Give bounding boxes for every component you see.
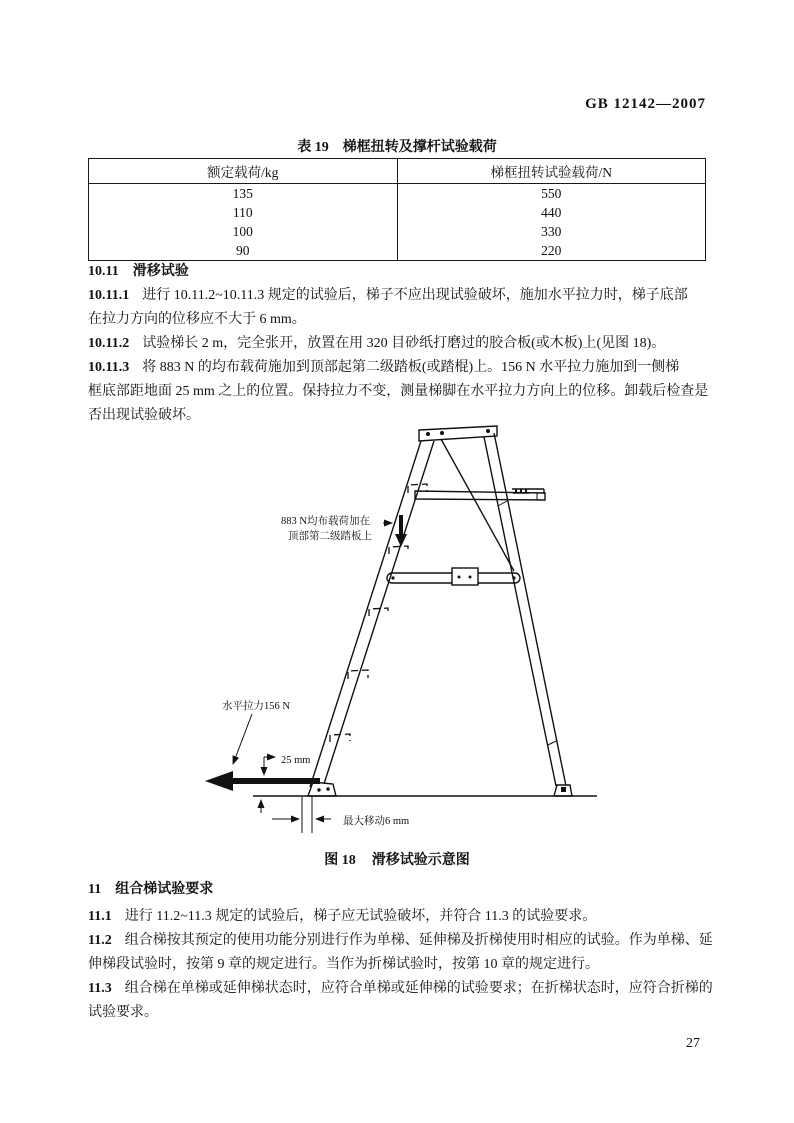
spreader-rivet xyxy=(512,576,515,579)
clause-text: 组合梯按其预定的使用功能分别进行作为单梯、延伸梯及折梯使用时相应的试验。作为单梯、延 xyxy=(124,933,713,948)
clause-11-2-line: 伸梯段试验时，按第 9 章的规定进行。当作为折梯试验时，按第 10 章的规定进行。 xyxy=(88,957,599,972)
clause-text: 将 883 N 的均布载荷施加到顶部起第二级踏板(或踏棍)上。156 N 水平拉力施加到一侧梯 xyxy=(142,360,680,375)
cell-test-load: 330 xyxy=(541,223,562,239)
cell-test-load: 550 xyxy=(541,185,562,201)
load-label-line1: 883 N均布载荷加在 xyxy=(281,516,370,527)
column-header-twist-load: 梯框扭转试验载荷/N xyxy=(397,159,706,184)
cell-rated-load: 90 xyxy=(89,241,398,261)
figure-caption-label: 图 18 xyxy=(324,853,356,868)
load-arrow-head xyxy=(395,534,407,547)
load-label-line2: 顶部第二级踏板上 xyxy=(288,531,372,542)
clause-number: 10.11 xyxy=(88,264,119,279)
cell-test-load: 220 xyxy=(541,242,562,258)
heading-title: 滑移试验 xyxy=(132,264,189,279)
clause-number: 11.3 xyxy=(88,981,112,996)
left-foot xyxy=(308,782,336,796)
clause-10-11-3-line: 框底部距地面 25 mm 之上的位置。保持拉力不变，测量梯脚在水平拉力方向上的位移。卸载后检查是 xyxy=(88,384,709,399)
clause-number: 11.1 xyxy=(88,909,112,924)
clause-11-2-line xyxy=(88,929,713,953)
section-11 xyxy=(88,878,713,1025)
cap-rivet xyxy=(486,429,490,433)
clause-number: 10.11.1 xyxy=(88,288,130,303)
clause-number: 11.2 xyxy=(88,933,112,948)
right-foot-notch xyxy=(561,787,566,792)
doc-number: GB 12142—2007 xyxy=(585,96,706,112)
clause-text: 试验梯长 2 m，完全张开，放置在用 320 目砂纸打磨过的胶合板(或木板)上(见图 18)。 xyxy=(142,336,666,351)
cell-rated-load: 100 xyxy=(89,222,398,241)
clause-11-3-line: 试验要求。 xyxy=(88,1005,158,1020)
heading-11 xyxy=(88,878,708,902)
rail-tick xyxy=(498,501,507,506)
ladder-top-cap xyxy=(419,426,497,441)
hinge-rivet xyxy=(469,576,472,579)
column-header-rated-load: 额定载荷/kg xyxy=(89,159,398,184)
rear-rail-outer xyxy=(494,433,566,786)
rear-rail-far xyxy=(441,439,514,571)
cell-rated-load: 135 xyxy=(89,184,398,204)
clause-number: 10.11.3 xyxy=(88,360,130,375)
spreader-rivet xyxy=(391,576,394,579)
offset-dim-label: 25 mm xyxy=(281,755,311,766)
clause-number: 10.11.2 xyxy=(88,336,130,351)
pull-force-label: 水平拉力156 N xyxy=(222,701,290,712)
spreader-hinge-plate xyxy=(452,568,478,585)
foot-rivet xyxy=(317,788,320,791)
figure-caption-title: 滑移试验示意图 xyxy=(371,853,470,868)
pull-force-arrow xyxy=(205,771,320,791)
clause-10-11-3-line: 否出现试验破坏。 xyxy=(88,408,200,423)
cell-test-load: 440 xyxy=(541,204,562,220)
rail-tick xyxy=(548,741,556,745)
movement-dim-label: 最大移动6 mm xyxy=(343,816,410,827)
clause-11-1-line xyxy=(88,905,708,929)
figure-caption xyxy=(88,849,706,869)
pull-leader-arrow xyxy=(233,714,252,764)
table-label: 表 19 xyxy=(297,140,329,155)
clause-text: 进行 11.2~11.3 规定的试验后，梯子应无试验破坏，并符合 11.3 的试验要求。 xyxy=(124,909,597,924)
ladder-drawing xyxy=(205,426,597,833)
cap-rivet xyxy=(440,431,444,435)
clause-text: 组合梯在单梯或延伸梯状态时，应符合单梯或延伸梯的试验要求；在折梯状态时，应符合折梯的 xyxy=(124,981,713,996)
clause-10-11-1-line: 在拉力方向的位移应不大于 6 mm。 xyxy=(88,312,306,327)
foot-rivet xyxy=(326,787,329,790)
heading-title: 组合梯试验要求 xyxy=(115,882,214,897)
hinge-rivet xyxy=(458,576,461,579)
table-title-text: 梯框扭转及撑杆试验载荷 xyxy=(342,140,497,155)
clause-number: 11 xyxy=(88,882,102,897)
clause-text: 进行 10.11.2~10.11.3 规定的试验后，梯子不应出现试验破坏，施加水平拉力时，梯子底部 xyxy=(142,288,688,303)
cell-rated-load: 110 xyxy=(89,203,398,222)
clause-11-3-line xyxy=(88,977,713,1001)
cap-rivet xyxy=(426,432,430,436)
page-number: 27 xyxy=(686,1036,700,1051)
front-rail-outer xyxy=(310,441,421,787)
